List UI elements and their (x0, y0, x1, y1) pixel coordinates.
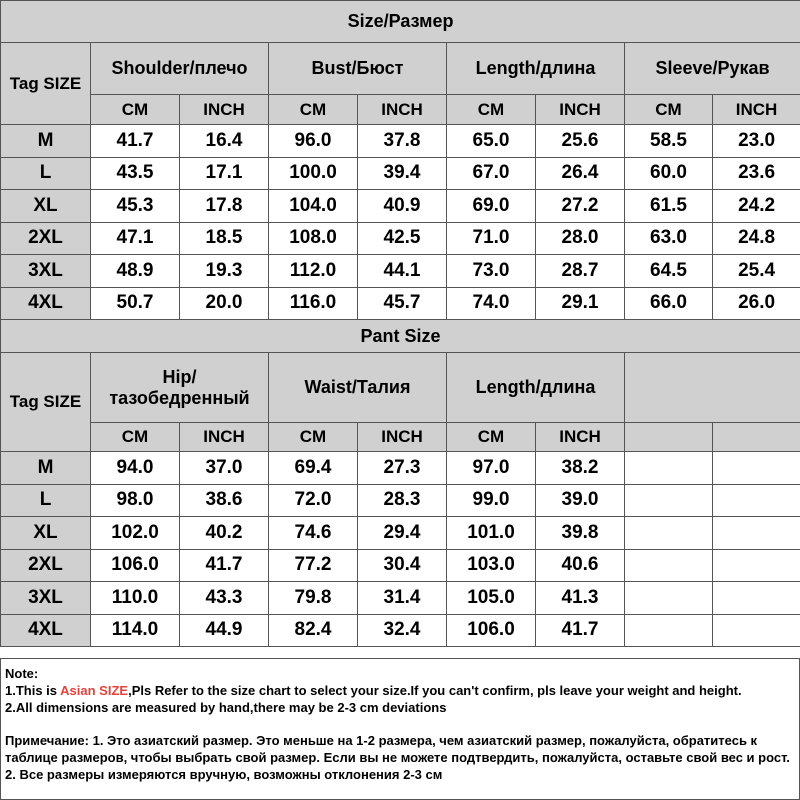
shirt-size-label: 2XL (1, 222, 91, 255)
pant-measurement-cell: 105.0 (447, 582, 536, 615)
table-row (1, 582, 800, 615)
shirt-measurement-cell: 96.0 (269, 125, 358, 158)
pant-measurement-cell: 27.3 (358, 452, 447, 485)
table-row (1, 125, 800, 158)
table-row (1, 287, 800, 320)
pant-measurement-cell: 43.3 (180, 582, 269, 615)
shirt-measurement-cell: 43.5 (91, 157, 180, 190)
pant-size-label: L (1, 484, 91, 517)
shirt-measurement-cell: 45.3 (91, 190, 180, 223)
pant-group-empty (625, 353, 800, 423)
pant-measurement-cell: 28.3 (358, 484, 447, 517)
shirt-measurement-cell: 69.0 (447, 190, 536, 223)
shirt-measurement-cell: 28.0 (536, 222, 625, 255)
shirt-size-label: L (1, 157, 91, 190)
pant-table-title: Pant Size (1, 320, 800, 353)
table-row (1, 452, 800, 485)
pant-measurement-cell: 79.8 (269, 582, 358, 615)
pant-measurement-cell: 106.0 (447, 614, 536, 647)
shirt-size-label: 4XL (1, 287, 91, 320)
shirt-measurement-cell: 108.0 (269, 222, 358, 255)
pant-measurement-cell: 99.0 (447, 484, 536, 517)
note-line-1-start: 1.This is (5, 683, 61, 698)
shirt-measurement-cell: 71.0 (447, 222, 536, 255)
shirt-measurement-cell: 42.5 (358, 222, 447, 255)
pant-size-label: 3XL (1, 582, 91, 615)
pant-measurement-cell: 39.8 (536, 517, 625, 550)
pant-unit-header (713, 423, 800, 452)
shirt-unit-header: INCH (358, 95, 447, 125)
pant-measurement-cell: 102.0 (91, 517, 180, 550)
pant-unit-header: CM (91, 423, 180, 452)
pant-measurement-cell: 40.2 (180, 517, 269, 550)
pant-measurement-cell (625, 517, 713, 550)
shirt-measurement-cell: 58.5 (625, 125, 713, 158)
shirt-measurement-cell: 74.0 (447, 287, 536, 320)
note-russian: Примечание: 1. Это азиатский размер. Это меньше на 1-2 размера, чем азиатский размер, пожалуйста, обратитесь к таблице размеров, чтобы выбрать свой размер. Если вы не можете подтвердить, пожалуйста, оставьте свой вес и рост. 2. Все размеры измеряются вручную, возможны отклонения 2-3 см (5, 733, 790, 782)
pant-measurement-cell: 32.4 (358, 614, 447, 647)
table-row (1, 222, 800, 255)
pant-measurement-cell: 72.0 (269, 484, 358, 517)
pant-size-label: M (1, 452, 91, 485)
shirt-measurement-cell: 61.5 (625, 190, 713, 223)
pant-measurement-cell: 41.7 (180, 549, 269, 582)
shirt-measurement-cell: 23.0 (713, 125, 800, 158)
shirt-measurement-cell: 16.4 (180, 125, 269, 158)
shirt-measurement-cell: 18.5 (180, 222, 269, 255)
shirt-measurement-cell: 40.9 (358, 190, 447, 223)
shirt-measurement-cell: 37.8 (358, 125, 447, 158)
pant-measurement-cell: 94.0 (91, 452, 180, 485)
shirt-measurement-cell: 47.1 (91, 222, 180, 255)
note-line-2: 2.All dimensions are measured by hand,there may be 2-3 cm deviations (5, 700, 447, 715)
pant-measurement-cell (713, 614, 800, 647)
note-heading: Note: (5, 666, 39, 681)
pant-measurement-cell (625, 582, 713, 615)
shirt-size-label: 3XL (1, 255, 91, 288)
pant-measurement-cell (625, 452, 713, 485)
pant-measurement-cell (713, 582, 800, 615)
pant-measurement-cell: 29.4 (358, 517, 447, 550)
shirt-unit-header: INCH (180, 95, 269, 125)
pant-measurement-cell (713, 452, 800, 485)
table-row (1, 517, 800, 550)
shirt-measurement-cell: 50.7 (91, 287, 180, 320)
pant-unit-header: CM (447, 423, 536, 452)
shirt-group-shoulder: Shoulder/плечо (91, 43, 269, 95)
pant-tag-size-header: Tag SIZE (1, 353, 91, 452)
pant-group-length: Length/длина (447, 353, 625, 423)
pant-measurement-cell: 40.6 (536, 549, 625, 582)
shirt-tag-size-header: Tag SIZE (1, 43, 91, 125)
pant-unit-header: INCH (536, 423, 625, 452)
shirt-unit-header: CM (91, 95, 180, 125)
shirt-measurement-cell: 44.1 (358, 255, 447, 288)
pant-measurement-cell: 82.4 (269, 614, 358, 647)
shirt-measurement-cell: 48.9 (91, 255, 180, 288)
pant-measurement-cell (625, 484, 713, 517)
pant-measurement-cell: 31.4 (358, 582, 447, 615)
shirt-measurement-cell: 26.4 (536, 157, 625, 190)
pant-measurement-cell: 103.0 (447, 549, 536, 582)
shirt-measurement-cell: 17.8 (180, 190, 269, 223)
shirt-measurement-cell: 27.2 (536, 190, 625, 223)
shirt-unit-header: CM (269, 95, 358, 125)
pant-size-label: 2XL (1, 549, 91, 582)
shirt-unit-header: INCH (536, 95, 625, 125)
table-row (1, 255, 800, 288)
asian-size-highlight: Asian SIZE (60, 683, 129, 698)
shirt-table-body (1, 125, 800, 320)
pant-size-label: XL (1, 517, 91, 550)
shirt-measurement-cell: 17.1 (180, 157, 269, 190)
pant-measurement-cell: 106.0 (91, 549, 180, 582)
note-line-1 (5, 682, 795, 699)
pant-measurement-cell: 97.0 (447, 452, 536, 485)
pant-unit-header: INCH (180, 423, 269, 452)
notes-section (0, 658, 800, 800)
shirt-measurement-cell: 41.7 (91, 125, 180, 158)
shirt-group-sleeve: Sleeve/Рукав (625, 43, 800, 95)
shirt-measurement-cell: 39.4 (358, 157, 447, 190)
shirt-table-title: Size/Размер (1, 1, 800, 43)
pant-measurement-cell (713, 484, 800, 517)
table-row (1, 484, 800, 517)
shirt-size-label: M (1, 125, 91, 158)
shirt-unit-row (1, 95, 800, 125)
pant-size-table (0, 319, 800, 647)
shirt-measurement-cell: 64.5 (625, 255, 713, 288)
shirt-measurement-cell: 100.0 (269, 157, 358, 190)
shirt-measurement-cell: 66.0 (625, 287, 713, 320)
pant-group-hip: Hip/ тазобедренный (91, 353, 269, 423)
pant-measurement-cell (713, 549, 800, 582)
shirt-size-label: XL (1, 190, 91, 223)
pant-measurement-cell: 37.0 (180, 452, 269, 485)
pant-unit-header (625, 423, 713, 452)
pant-measurement-cell: 30.4 (358, 549, 447, 582)
pant-measurement-cell: 77.2 (269, 549, 358, 582)
pant-group-waist: Waist/Талия (269, 353, 447, 423)
pant-measurement-cell: 98.0 (91, 484, 180, 517)
table-row (1, 190, 800, 223)
pant-size-label: 4XL (1, 614, 91, 647)
pant-measurement-cell: 110.0 (91, 582, 180, 615)
pant-measurement-cell: 101.0 (447, 517, 536, 550)
pant-measurement-cell: 39.0 (536, 484, 625, 517)
shirt-measurement-cell: 29.1 (536, 287, 625, 320)
shirt-measurement-cell: 24.2 (713, 190, 800, 223)
pant-unit-header: CM (269, 423, 358, 452)
shirt-measurement-cell: 116.0 (269, 287, 358, 320)
pant-measurement-cell: 38.6 (180, 484, 269, 517)
shirt-measurement-cell: 25.4 (713, 255, 800, 288)
pant-measurement-cell: 69.4 (269, 452, 358, 485)
pant-measurement-cell: 44.9 (180, 614, 269, 647)
pant-measurement-cell (625, 614, 713, 647)
pant-measurement-cell: 74.6 (269, 517, 358, 550)
shirt-measurement-cell: 60.0 (625, 157, 713, 190)
table-row (1, 549, 800, 582)
shirt-measurement-cell: 26.0 (713, 287, 800, 320)
pant-measurement-cell: 114.0 (91, 614, 180, 647)
pant-measurement-cell: 41.7 (536, 614, 625, 647)
shirt-measurement-cell: 28.7 (536, 255, 625, 288)
shirt-measurement-cell: 19.3 (180, 255, 269, 288)
shirt-measurement-cell: 25.6 (536, 125, 625, 158)
pant-measurement-cell (713, 517, 800, 550)
table-row (1, 157, 800, 190)
shirt-measurement-cell: 20.0 (180, 287, 269, 320)
pant-table-body (1, 452, 800, 647)
pant-measurement-cell (625, 549, 713, 582)
shirt-measurement-cell: 65.0 (447, 125, 536, 158)
shirt-group-length: Length/длина (447, 43, 625, 95)
shirt-measurement-cell: 23.6 (713, 157, 800, 190)
pant-measurement-cell: 38.2 (536, 452, 625, 485)
shirt-measurement-cell: 24.8 (713, 222, 800, 255)
shirt-measurement-cell: 45.7 (358, 287, 447, 320)
shirt-size-table (0, 0, 800, 320)
pant-measurement-cell: 41.3 (536, 582, 625, 615)
shirt-measurement-cell: 104.0 (269, 190, 358, 223)
shirt-unit-header: CM (447, 95, 536, 125)
shirt-unit-header: CM (625, 95, 713, 125)
note-line-1-end: ,Pls Refer to the size chart to select your size.If you can't confirm, pls leave your weight and height. (128, 683, 742, 698)
shirt-measurement-cell: 112.0 (269, 255, 358, 288)
shirt-measurement-cell: 63.0 (625, 222, 713, 255)
table-row (1, 614, 800, 647)
shirt-measurement-cell: 67.0 (447, 157, 536, 190)
shirt-measurement-cell: 73.0 (447, 255, 536, 288)
shirt-unit-header: INCH (713, 95, 800, 125)
shirt-group-bust: Bust/Бюст (269, 43, 447, 95)
pant-unit-row (1, 423, 800, 452)
pant-unit-header: INCH (358, 423, 447, 452)
